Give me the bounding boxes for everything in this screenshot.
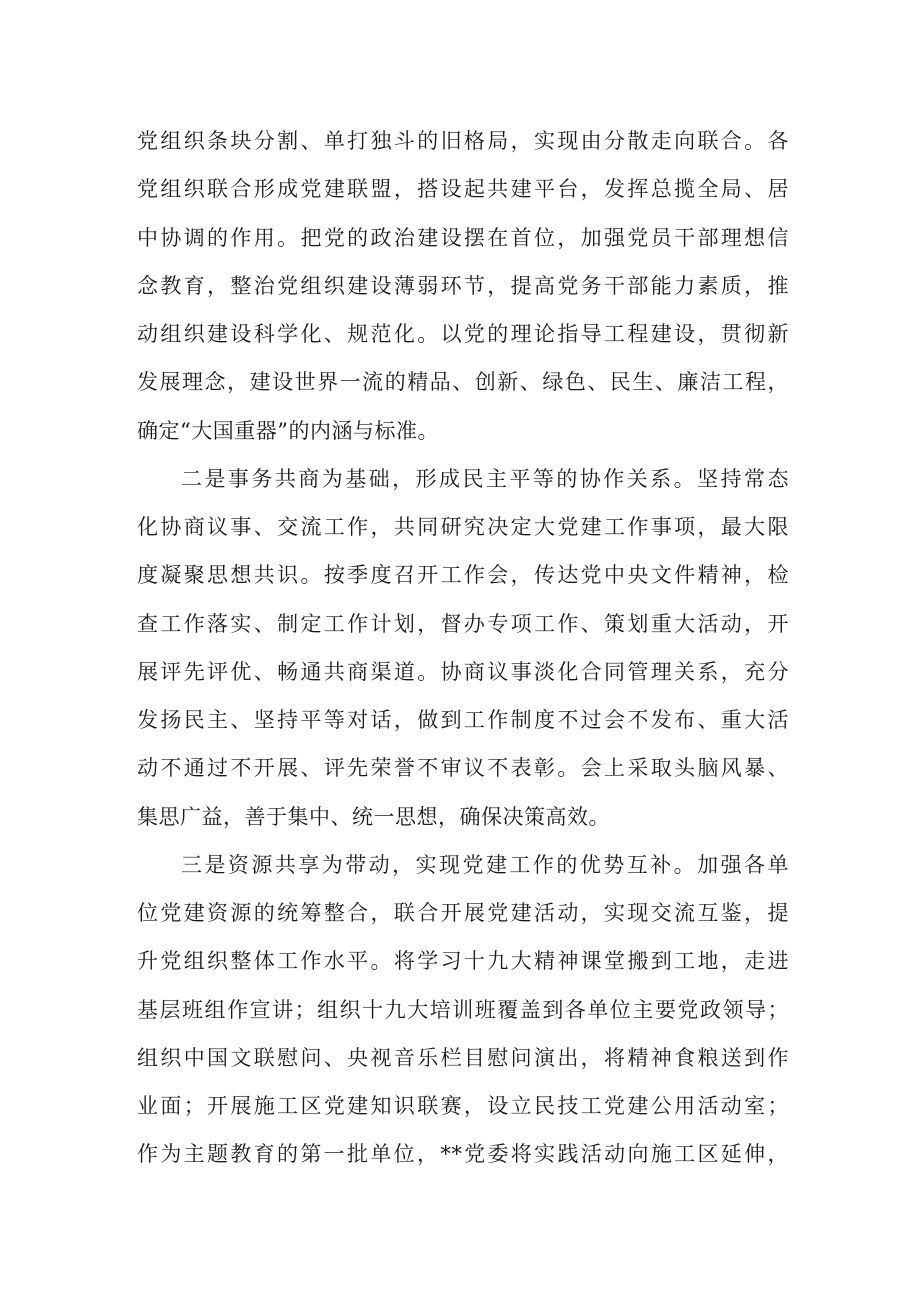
text-line: 化协商议事、交流工作，共同研究决定大党建工作事项，最大限 [137,515,789,539]
paragraph-start-line: 三是资源共享为带动，实现党建工作的优势互补。加强各单 [181,852,789,877]
text-line: 作为主题教育的第一批单位，**党委将实践活动向施工区延伸， [137,1142,789,1167]
text-line: 发展理念，建设世界一流的精品、创新、绿色、民生、廉洁工程， [137,370,789,395]
text-line: 集思广益，善于集中、统一思想，确保决策高效。 [137,804,610,829]
text-line: 确定“大国重器”的内涵与标准。 [137,418,439,443]
text-line: 党组织联合形成党建联盟，搭设起共建平台，发挥总揽全局、居 [137,177,789,202]
text-line: 中协调的作用。把党的政治建设摆在首位，加强党员干部理想信 [137,225,789,250]
text-line: 位党建资源的统筹整合，联合开展党建活动，实现交流互鉴，提 [137,901,789,925]
text-line: 组织中国文联慰问、央视音乐栏目慰问演出，将精神食粮送到作 [137,1045,789,1070]
text-line: 动不通过不开展、评先荣誉不审议不表彰。会上采取头脑风暴、 [137,756,789,781]
text-line: 党组织条块分割、单打独斗的旧格局，实现由分散走向联合。各 [137,129,789,153]
text-line: 度凝聚思想共识。按季度召开工作会，传达党中央文件精神，检 [137,563,789,588]
text-line: 念教育，整治党组织建设薄弱环节，提高党务干部能力素质，推 [137,273,789,298]
text-line: 升党组织整体工作水平。将学习十九大精神课堂搬到工地，走进 [137,949,789,974]
text-line: 业面；开展施工区党建知识联赛，设立民技工党建公用活动室； [137,1094,789,1118]
document-body [137,117,789,1179]
text-line: 动组织建设科学化、规范化。以党的理论指导工程建设，贯彻新 [137,322,789,346]
text-line: 查工作落实、制定工作计划，督办专项工作、策划重大活动，开 [137,611,789,636]
text-line: 展评先评优、畅通共商渠道。协商议事淡化合同管理关系，充分 [137,659,789,684]
paragraph-start-line: 二是事务共商为基础，形成民主平等的协作关系。坚持常态 [181,466,789,491]
text-line: 基层班组作宣讲；组织十九大培训班覆盖到各单位主要党政领导； [137,997,789,1022]
text-line: 发扬民主、坚持平等对话，做到工作制度不过会不发布、重大活 [137,708,789,732]
